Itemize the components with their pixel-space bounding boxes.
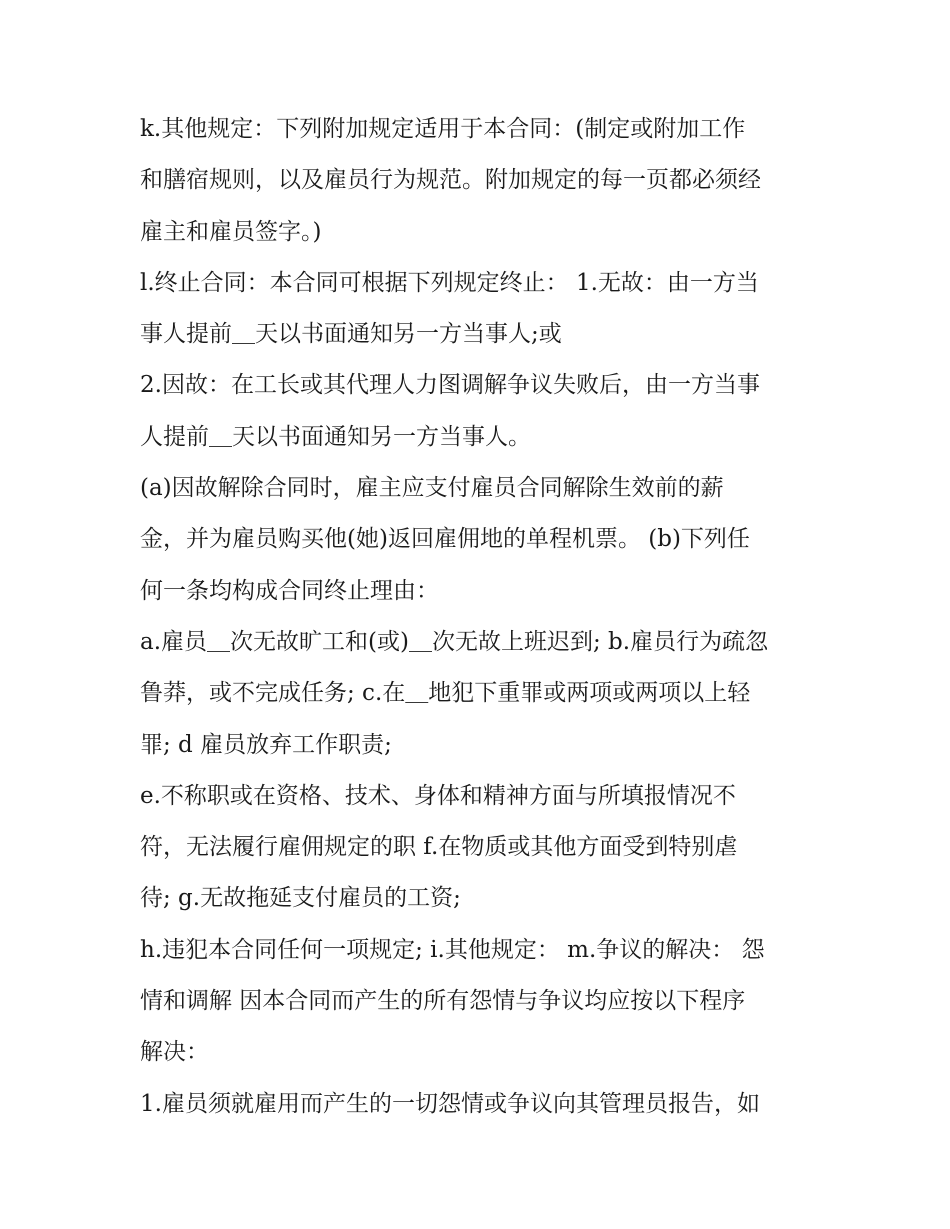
- paragraph-termination-reasons-a-d: a.雇员＿次无故旷工和(或)＿次无故上班迟到; b.雇员行为疏忽 鲁莽，或不完成任务; c.在＿地犯下重罪或两项或两项以上轻 罪; d 雇员放弃工作职责;: [140, 628, 769, 758]
- paragraph-termination-payment: (a)因故解除合同时，雇主应支付雇员合同解除生效前的薪 金，并为雇员购买他(她)返回雇佣地的单程机票。 (b)下列任 何一条均构成合同终止理由：: [140, 475, 750, 604]
- paragraph-grievance-reporting: 1.雇员须就雇用而产生的一切怨情或争议向其管理员报告，如: [140, 1090, 760, 1117]
- paragraph-dispute-resolution: h.违犯本合同任何一项规定; i.其他规定： m.争议的解决： 怨 情和调解 因本合同而产生的所有怨情与争议均应按以下程序 解决：: [140, 936, 765, 1066]
- paragraph-termination-for-cause: 2.因故：在工长或其代理人力图调解争议失败后，由一方当事 人提前＿天以书面通知另一方当事人。: [140, 372, 760, 450]
- document-body: [140, 104, 830, 1130]
- paragraph-termination-reasons-e-g: e.不称职或在资格、技术、身体和精神方面与所填报情况不 符，无法履行雇佣规定的职 f.在物质或其他方面受到特别虐 待; g.无故拖延支付雇员的工资;: [140, 782, 738, 912]
- paragraph-contract-termination: l.终止合同：本合同可根据下列规定终止： 1.无故：由一方当 事人提前＿天以书面通知另一方当事人;或: [140, 269, 759, 348]
- paragraph-other-provisions: k.其他规定：下列附加规定适用于本合同：(制定或附加工作 和膳宿规则，以及雇员行为规范。附加规定的每一页都必须经 雇主和雇员签字。): [140, 116, 761, 245]
